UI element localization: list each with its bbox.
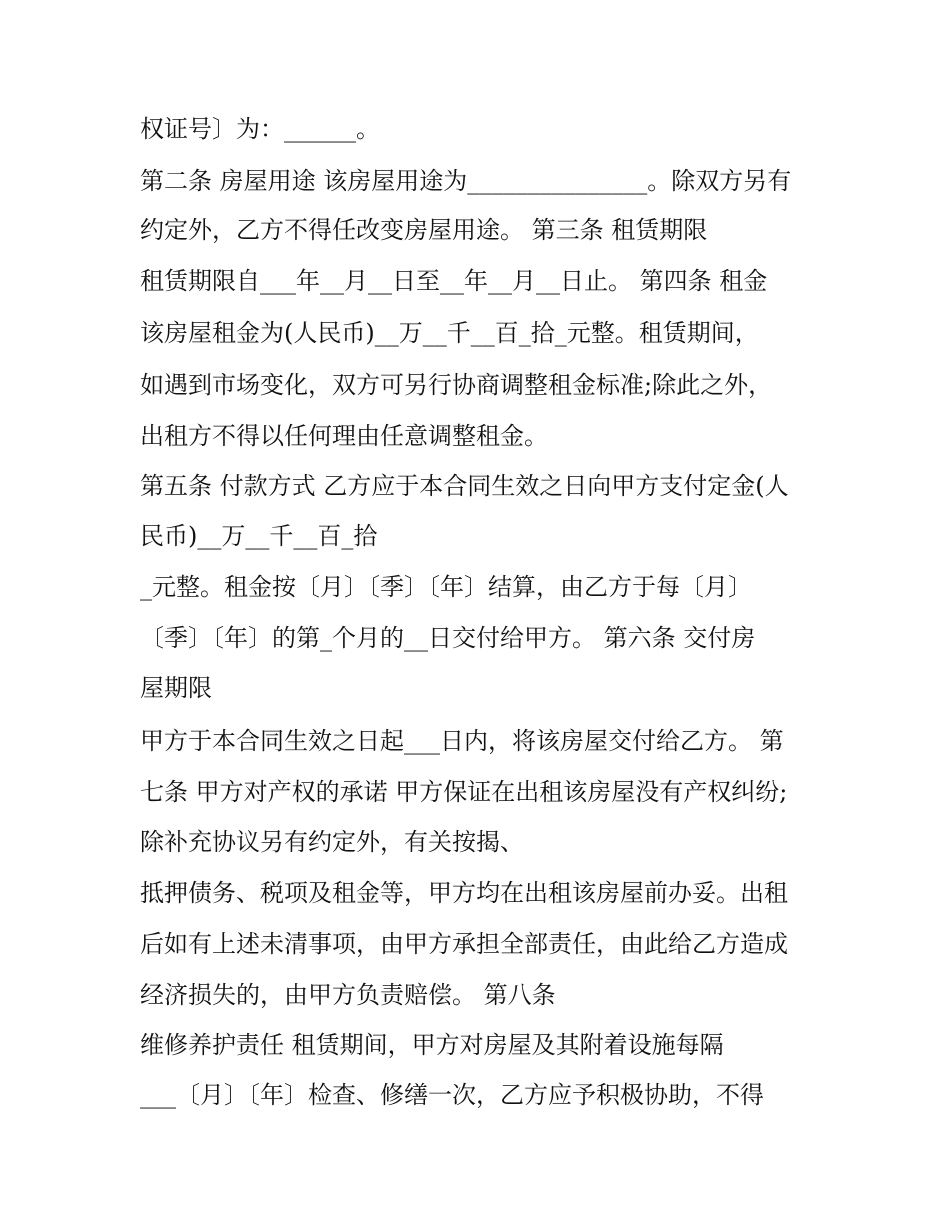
text-line: 如遇到市场变化，双方可另行协商调整租金标准;除此之外， [140, 371, 773, 399]
text-line: 屋期限 [140, 674, 212, 702]
text-line: 第五条 付款方式 乙方应于本合同生效之日向甲方支付定金(人 [140, 472, 789, 500]
text-line: 除补充协议另有约定外，有关按揭、 [140, 828, 524, 856]
text-line: 租赁期限自___年__月__日至__年__月__日止。 第四条 租金 [140, 267, 768, 295]
text-line: 第二条 房屋用途 该房屋用途为_______________。除双方另有 [140, 167, 792, 195]
text-line: 维修养护责任 租赁期间，甲方对房屋及其附着设施每隔 [140, 1031, 724, 1059]
text-line: 出租方不得以任何理由任意调整租金。 [140, 422, 548, 450]
text-line: ___〔月〕〔年〕检查、修缮一次，乙方应予积极协助，不得 [140, 1081, 764, 1109]
text-line: 经济损失的，由甲方负责赔偿。 第八条 [140, 981, 556, 1009]
text-line: 甲方于本合同生效之日起___日内，将该房屋交付给乙方。 第 [140, 727, 784, 755]
text-line: 该房屋租金为(人民币)__万__千__百_拾_元整。租赁期间， [140, 319, 759, 347]
text-line: 七条 甲方对产权的承诺 甲方保证在出租该房屋没有产权纠纷; [140, 778, 788, 806]
text-line: 民币)__万__千__百_拾 [140, 522, 378, 550]
text-line: 权证号〕为：______。 [140, 115, 380, 143]
text-line: 约定外，乙方不得任改变房屋用途。 第三条 租赁期限 [140, 216, 708, 244]
text-line: _元整。租金按〔月〕〔季〕〔年〕结算，由乙方于每〔月〕 [140, 573, 752, 601]
text-line: 〔季〕〔年〕的第_个月的__日交付给甲方。 第六条 交付房 [140, 624, 756, 652]
text-line: 后如有上述未清事项，由甲方承担全部责任，由此给乙方造成 [140, 930, 788, 958]
text-line: 抵押债务、税项及租金等，甲方均在出租该房屋前办妥。出租 [140, 879, 788, 907]
